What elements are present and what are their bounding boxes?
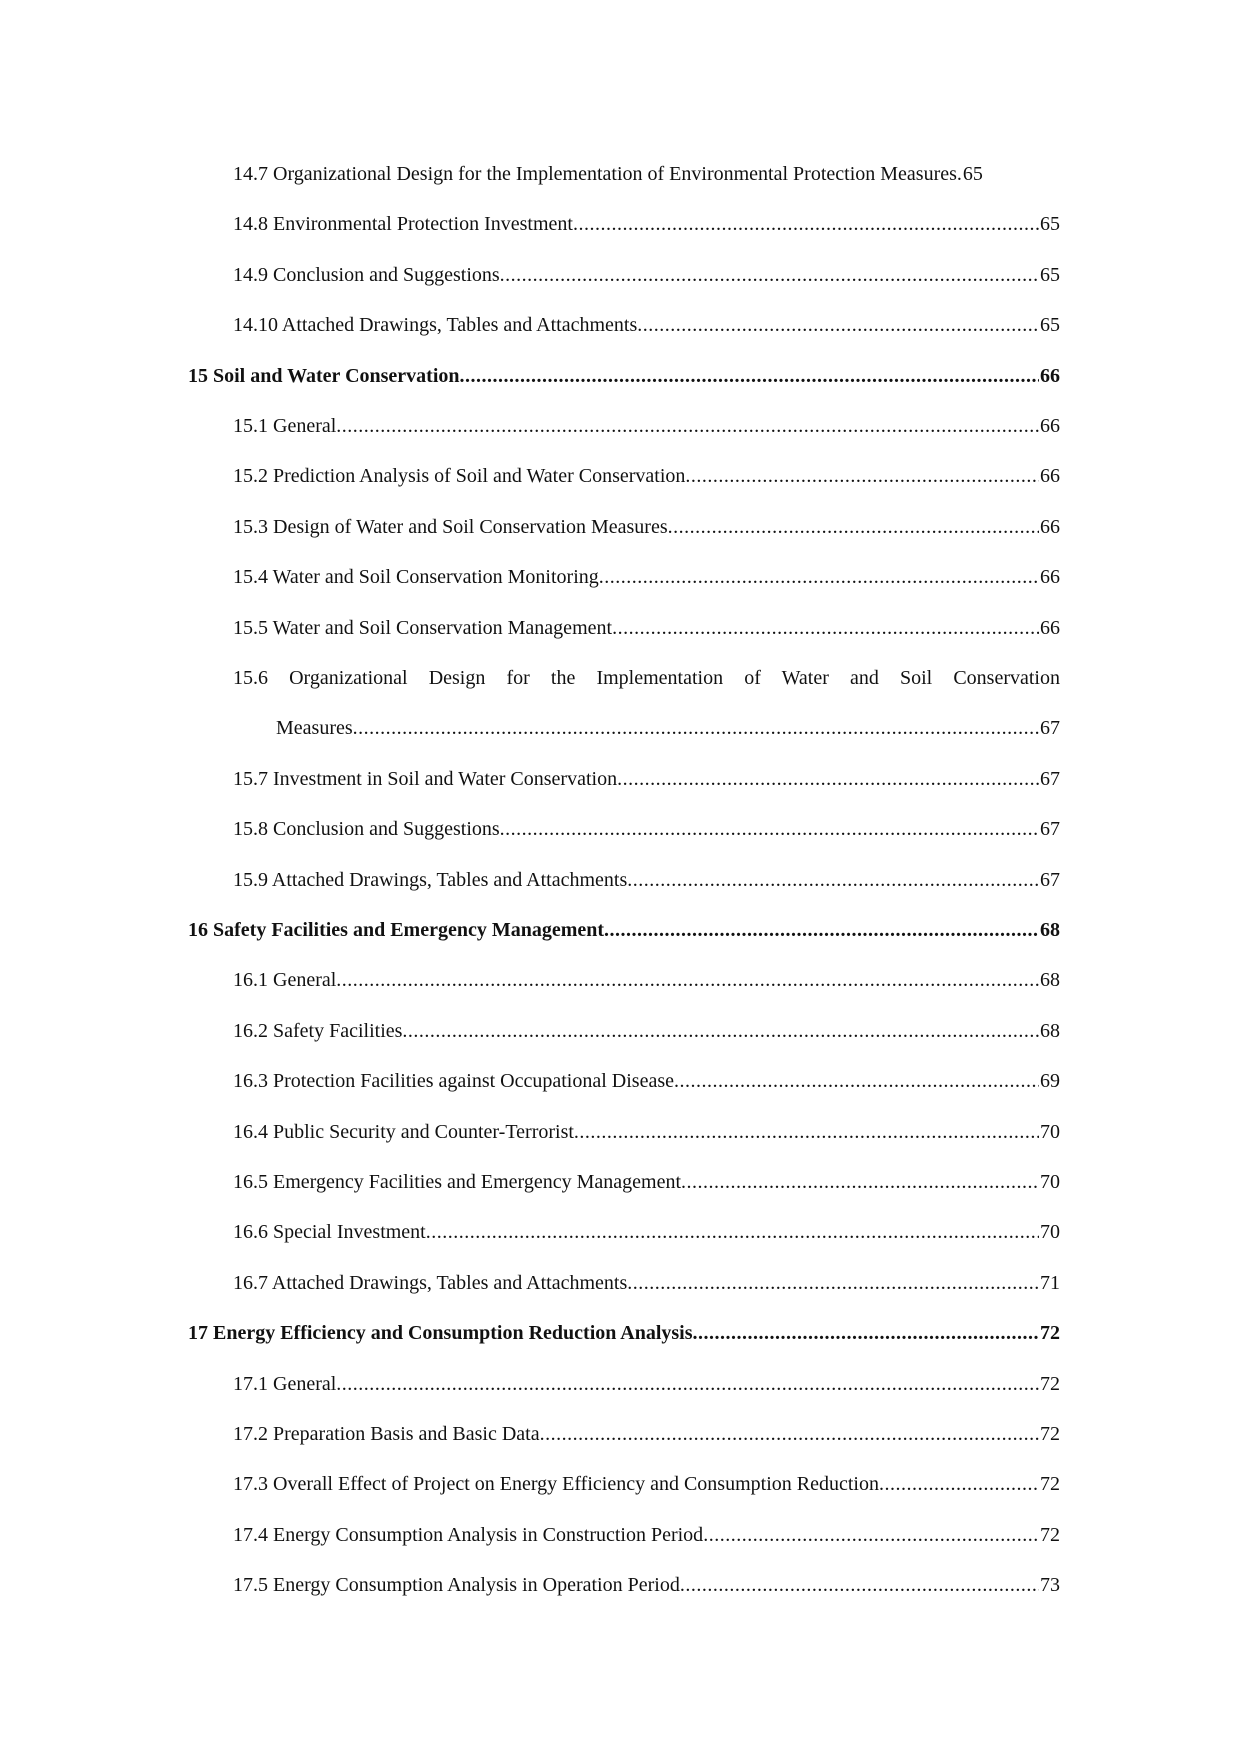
- toc-entry-title: 17.2 Preparation Basis and Basic Data: [233, 1423, 540, 1445]
- dot-leader: [668, 515, 1039, 539]
- toc-entry-page-number: 65: [1040, 314, 1060, 337]
- toc-entry-page-number: 68: [1040, 919, 1060, 941]
- toc-entry-title: 16.6 Special Investment: [233, 1221, 426, 1244]
- toc-entry-page-number: 67: [1040, 717, 1060, 740]
- toc-section-entry[interactable]: [233, 1120, 1060, 1144]
- toc-entry-page-number: 70: [1040, 1171, 1060, 1193]
- toc-entry-page-number: 67: [1040, 818, 1060, 841]
- dot-leader: [703, 1523, 1039, 1547]
- dot-leader: [879, 1472, 1039, 1496]
- toc-entry-title: 17.5 Energy Consumption Analysis in Operation Period: [233, 1574, 680, 1597]
- toc-entry-page-number: 72: [1040, 1372, 1060, 1395]
- toc-entry-title: 14.9 Conclusion and Suggestions: [233, 263, 500, 286]
- toc-entry-page-number: 71: [1040, 1271, 1060, 1294]
- toc-entry-title: 16.4 Public Security and Counter-Terrorist: [233, 1120, 574, 1143]
- toc-entry-title: 15.3 Design of Water and Soil Conservation Measures: [233, 515, 668, 538]
- toc-entry-title: 14.10 Attached Drawings, Tables and Attachments: [233, 314, 638, 337]
- toc-entry-title: 15.8 Conclusion and Suggestions: [233, 818, 500, 841]
- dot-leader: [573, 212, 1039, 236]
- toc-entry-page-number: 66: [1040, 364, 1060, 387]
- toc-section-entry[interactable]: [233, 868, 1060, 892]
- toc-entry-title: 15.7 Investment in Soil and Water Conservation: [233, 767, 618, 790]
- toc-entry-title: Measures: [276, 717, 353, 740]
- toc-section-entry[interactable]: [233, 1170, 1060, 1194]
- toc-entry-page-number: 70: [1040, 1221, 1060, 1244]
- toc-entry-page-number: 65: [1040, 213, 1060, 236]
- toc-entry-title: 14.8 Environmental Protection Investment: [233, 213, 573, 236]
- toc-section-entry[interactable]: [233, 1220, 1060, 1244]
- dot-leader: [500, 263, 1039, 287]
- toc-section-entry[interactable]: [233, 464, 1060, 488]
- toc-section-entry[interactable]: [233, 1069, 1060, 1093]
- toc-entry-title: 15.1 General: [233, 415, 337, 437]
- toc-entry-page-number: 72: [1040, 1423, 1060, 1445]
- toc-entry-title: 17 Energy Efficiency and Consumption Reduction Analysis: [188, 1322, 693, 1345]
- toc-entry-page-number: 68: [1040, 1019, 1060, 1042]
- toc-section-entry[interactable]: [276, 716, 1060, 740]
- toc-entry-title: 17.1 General: [233, 1372, 337, 1395]
- dot-leader: [353, 716, 1039, 740]
- dot-leader: [540, 1422, 1039, 1446]
- toc-entry-page-number: 66: [1040, 515, 1060, 538]
- dot-leader: [637, 313, 1039, 337]
- dot-leader: [604, 918, 1039, 942]
- toc-section-entry[interactable]: [233, 666, 1060, 690]
- dot-leader: [336, 414, 1039, 438]
- dot-leader: [627, 868, 1039, 892]
- toc-section-entry[interactable]: [233, 565, 1060, 589]
- toc-entry-title: 16.2 Safety Facilities: [233, 1019, 403, 1042]
- dot-leader: [460, 364, 1039, 388]
- toc-entry-page-number: 66: [1040, 465, 1060, 488]
- toc-entry-title: 17.3 Overall Effect of Project on Energy Efficiency and Consumption Reduction: [233, 1473, 879, 1496]
- dot-leader: [612, 616, 1039, 640]
- toc-entry-page-number: 65: [1040, 263, 1060, 286]
- toc-entry-page-number: 72: [1040, 1322, 1060, 1345]
- dot-leader: [426, 1220, 1039, 1244]
- toc-entry-title: 15.6 Organizational Design for the Implementation of Water and Soil Conservation: [233, 667, 1060, 689]
- toc-entry-title: 15 Soil and Water Conservation: [188, 364, 460, 387]
- toc-entry-title: 14.7 Organizational Design for the Implementation of Environmental Protection Measures.: [233, 163, 962, 185]
- toc-entry-title: 16.7 Attached Drawings, Tables and Attachments: [233, 1271, 628, 1294]
- toc-entry-title: 15.4 Water and Soil Conservation Monitoring: [233, 566, 599, 589]
- toc-section-entry[interactable]: [233, 1372, 1060, 1396]
- toc-entry-page-number: 66: [1040, 415, 1060, 437]
- dot-leader: [627, 1271, 1039, 1295]
- toc-entry-title: 16.3 Protection Facilities against Occupational Disease: [233, 1070, 674, 1093]
- dot-leader: [402, 1019, 1039, 1043]
- toc-entry-title: 17.4 Energy Consumption Analysis in Construction Period: [233, 1523, 704, 1546]
- dot-leader: [681, 1170, 1039, 1194]
- dot-leader: [336, 968, 1039, 992]
- dot-leader: [500, 817, 1039, 841]
- dot-leader: [685, 464, 1039, 488]
- toc-entry-page-number: 72: [1040, 1473, 1060, 1496]
- toc-section-entry[interactable]: [233, 1472, 1060, 1496]
- toc-section-entry[interactable]: [233, 263, 1060, 287]
- dot-leader: [693, 1321, 1039, 1345]
- toc-section-entry[interactable]: [233, 767, 1060, 791]
- dot-leader: [674, 1069, 1039, 1093]
- dot-leader: [336, 1372, 1039, 1396]
- toc-entry-title: 15.2 Prediction Analysis of Soil and Water Conservation: [233, 465, 686, 488]
- toc-section-entry[interactable]: [233, 414, 1060, 438]
- toc-entry-page-number: 70: [1040, 1120, 1060, 1143]
- toc-entry-page-number: 73: [1040, 1574, 1060, 1597]
- toc-entry-title: 16.5 Emergency Facilities and Emergency Management: [233, 1171, 682, 1193]
- toc-entry-title: 16.1 General: [233, 969, 337, 992]
- toc-entry-title: 15.5 Water and Soil Conservation Management: [233, 616, 613, 639]
- toc-chapter-entry[interactable]: [188, 918, 1060, 942]
- dot-leader: [617, 767, 1039, 791]
- toc-entry-page-number: 69: [1040, 1070, 1060, 1093]
- toc-entry-title: 15.9 Attached Drawings, Tables and Attachments: [233, 868, 628, 891]
- toc-section-entry[interactable]: [233, 817, 1060, 841]
- toc-entry-page-number: 65: [962, 163, 983, 185]
- toc-section-entry[interactable]: [233, 313, 1060, 337]
- toc-section-entry[interactable]: [233, 162, 1060, 186]
- toc-section-entry[interactable]: [233, 515, 1060, 539]
- toc-section-entry[interactable]: [233, 1422, 1060, 1446]
- toc-section-entry[interactable]: [233, 616, 1060, 640]
- toc-chapter-entry[interactable]: [188, 1321, 1060, 1345]
- toc-entry-page-number: 66: [1040, 616, 1060, 639]
- toc-entry-page-number: 72: [1040, 1523, 1060, 1546]
- toc-chapter-entry[interactable]: [188, 364, 1060, 388]
- dot-leader: [680, 1573, 1039, 1597]
- toc-section-entry[interactable]: [233, 968, 1060, 992]
- dot-leader: [574, 1120, 1039, 1144]
- toc-section-entry[interactable]: [233, 1019, 1060, 1043]
- toc-entry-page-number: 67: [1040, 868, 1060, 891]
- toc-section-entry[interactable]: [233, 1573, 1060, 1597]
- toc-section-entry[interactable]: [233, 212, 1060, 236]
- toc-section-entry[interactable]: [233, 1271, 1060, 1295]
- toc-entry-page-number: 67: [1040, 767, 1060, 790]
- toc-entry-title: 16 Safety Facilities and Emergency Management: [188, 919, 605, 941]
- toc-entry-page-number: 66: [1040, 566, 1060, 589]
- dot-leader: [599, 565, 1039, 589]
- toc-entry-page-number: 68: [1040, 969, 1060, 992]
- toc-section-entry[interactable]: [233, 1523, 1060, 1547]
